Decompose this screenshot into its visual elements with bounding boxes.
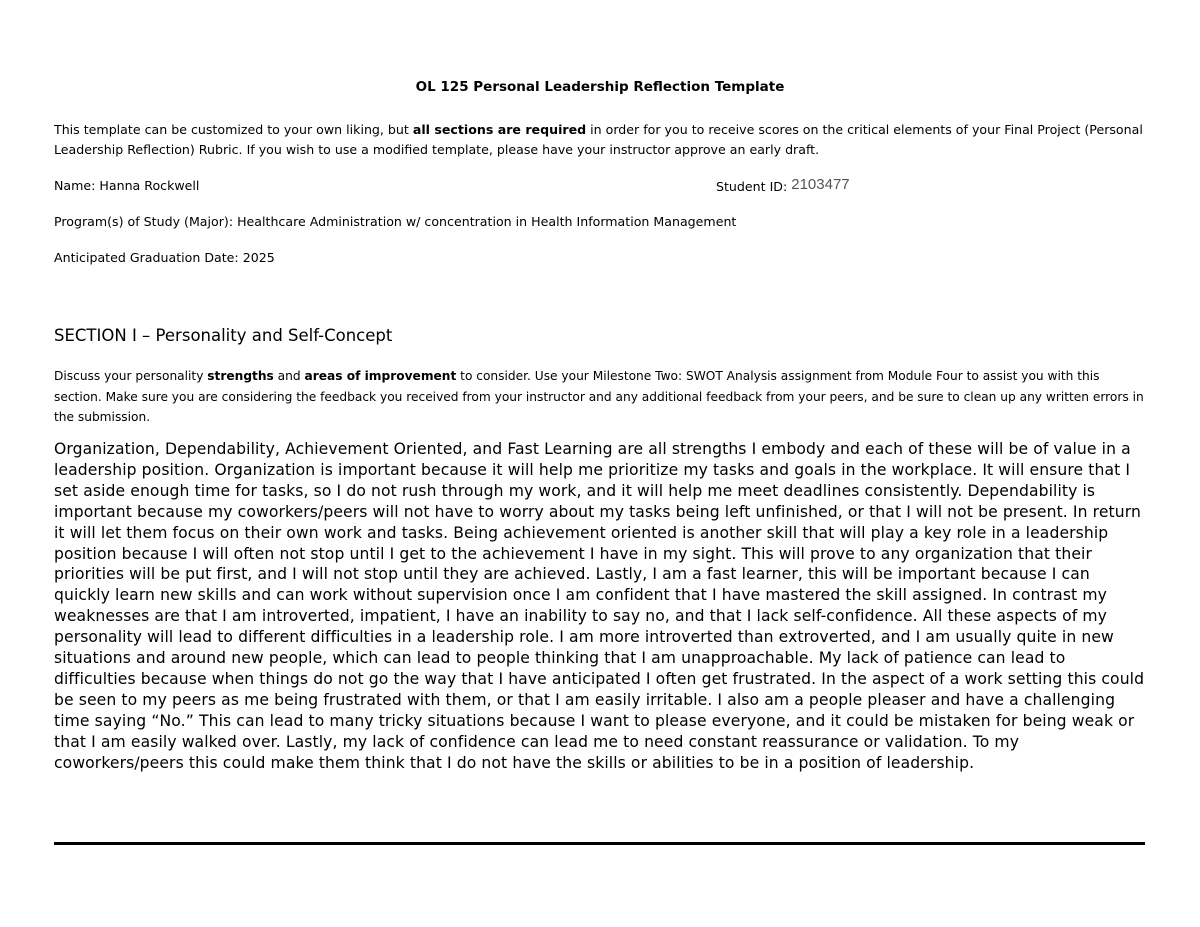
section-1-response: Organization, Dependability, Achievement Oriented, and Fast Learning are all strengths I embody and each of these will be of value in a leadership position. Organization is important because it will help me prioritize my tasks and goals in the workplace. It will ensure that I set aside enough time for tasks, so I do not rush through my work, and it will help me meet deadlines consistently. Dependability is important because my coworkers/peers will not have to worry about my tasks being left unfinished, or that I will not be present. In return it will let them focus on their own work and tasks. Being achievement oriented is another skill that will play a key role in a leadership position because I will often not stop until I get to the achievement I have in my sight. This will prove to any organization that their priorities will be put first, and I will not stop until they are achieved. Lastly, I am a fast learner, this will be important because I can quickly learn new skills and can work without supervision once I am confident that I have mastered the skill assigned. In contrast my weaknesses are that I am introverted, impatient, I have an inability to say no, and that I lack self-confidence. All these aspects of my personality will lead to different difficulties in a leadership role. I am more introverted than extroverted, and I am usually quite in new situations and around new people, which can lead to people thinking that I am unapproachable. My lack of patience can lead to difficulties because when things do not go the way that I have anticipated I often get frustrated. In the aspect of a work setting this could be seen to my peers as me being frustrated with them, or that I am easily irritable. I also am a people pleaser and have a challenging time saying “No.” This can lead to many tricky situations because I want to please everyone, and it could be mistaken for being weak or that I am easily walked over. Lastly, my lack of confidence can lead me to need constant reassurance or validation. To my coworkers/peers this could make them think that I do not have the skills or abilities to be in a position of leadership. — [54, 440, 1145, 772]
graduation-date-field — [54, 250, 275, 265]
intro-text-1: This template can be customized to your own liking, but — [54, 122, 413, 137]
graduation-date-value: 2025 — [242, 250, 275, 265]
name-label: Name: — [54, 178, 100, 193]
section-1-instr-text-3: to consider. Use your Milestone Two: SWOT Analysis assignment from Module Four to assist you with this section. Make sure you are considering the feedback you received from your instructor and any additional feedback from your peers, and be sure to clean up any written errors in the submission. — [54, 369, 1144, 424]
response-underline — [54, 842, 1145, 845]
program-field — [54, 214, 736, 229]
section-1-instr-bold-2: areas of improvement — [304, 369, 457, 383]
name-field — [54, 178, 199, 193]
intro-text-2: in order for you to receive scores on the critical elements of your Final Project (Personal Leadership Reflection) Rubric. If you wish to use a modified template, please have your instructor approve an early draft. — [54, 122, 1143, 157]
document-title: OL 125 Personal Leadership Reflection Template — [415, 79, 785, 95]
program-label: Program(s) of Study (Major): — [54, 214, 238, 229]
template-instructions — [54, 120, 1144, 160]
graduation-date-label: Anticipated Graduation Date: — [54, 250, 243, 265]
program-value: Healthcare Administration w/ concentration in Health Information Management — [237, 214, 737, 229]
student-id-value: 2103477 — [791, 176, 850, 193]
student-id-field — [716, 178, 850, 195]
section-1-instructions — [54, 366, 1144, 428]
name-value: Hanna Rockwell — [99, 178, 200, 193]
section-1-instr-bold-1: strengths — [207, 369, 274, 383]
section-1-instr-text-1: Discuss your personality — [54, 369, 208, 383]
section-1-instr-text-2: and — [273, 369, 305, 383]
student-id-label: Student ID: — [716, 179, 788, 194]
section-1-heading: SECTION I – Personality and Self-Concept — [54, 326, 393, 345]
intro-bold-text: all sections are required — [412, 122, 587, 137]
